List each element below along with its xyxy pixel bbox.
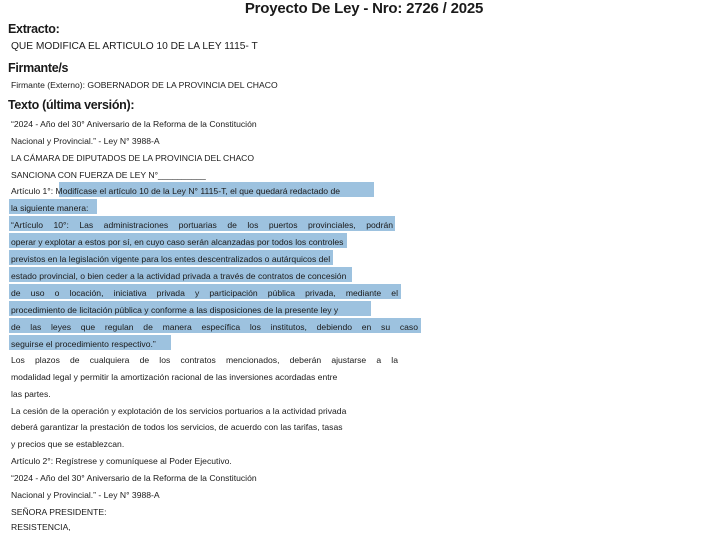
text-line: SANCIONA CON FUERZA DE LEY N°__________ bbox=[11, 170, 206, 180]
text-line: “2024 - Año del 30° Aniversario de la Reforma de la Constitución bbox=[11, 473, 257, 483]
text-line: Nacional y Provincial.” - Ley N° 3988-A bbox=[11, 136, 160, 146]
text-line: estado provincial, o bien ceder a la actividad privada a través de contratos de concesión bbox=[11, 271, 347, 281]
text-line: la siguiente manera: bbox=[11, 203, 89, 213]
text-line: “2024 - Año del 30° Aniversario de la Reforma de la Constitución bbox=[11, 119, 257, 129]
text-line: “Artículo 10°: Las administraciones portuarias de los puertos provinciales, podrán bbox=[11, 220, 393, 230]
text-line: previstos en la legislación vigente para los entes descentralizados o autárquicos del bbox=[11, 254, 331, 264]
text-line: LA CÁMARA DE DIPUTADOS DE LA PROVINCIA DEL CHACO bbox=[11, 153, 255, 163]
texto-heading: Texto (última versión): bbox=[8, 98, 135, 112]
text-line: RESISTENCIA, bbox=[11, 522, 71, 532]
text-line: La cesión de la operación y explotación de los servicios portuarios a la actividad privada bbox=[11, 406, 347, 416]
firmante-heading: Firmante/s bbox=[8, 61, 69, 75]
extracto-text: QUE MODIFICA EL ARTICULO 10 DE LA LEY 1115- T bbox=[11, 41, 258, 52]
text-line: las partes. bbox=[11, 389, 51, 399]
document-title: Proyecto De Ley - Nro: 2726 / 2025 bbox=[244, 0, 484, 17]
text-line: Artículo 2°: Regístrese y comuníquese al Poder Ejecutivo. bbox=[11, 456, 232, 466]
text-line: Los plazos de cualquiera de los contratos mencionados, deberán ajustarse a la bbox=[11, 355, 398, 365]
articulo-1-text: Modifícase el artículo 10 de la Ley N° 1115-T, el que quedará redactado de bbox=[55, 186, 341, 196]
firmante-text: Firmante (Externo): GOBERNADOR DE LA PROVINCIA DEL CHACO bbox=[11, 80, 278, 90]
extracto-heading: Extracto: bbox=[8, 22, 60, 36]
text-line: SEÑORA PRESIDENTE: bbox=[11, 507, 107, 517]
text-line: deberá garantizar la prestación de todos los servicios, de acuerdo con las tarifas, tasas bbox=[11, 422, 343, 432]
text-line: Nacional y Provincial.” - Ley N° 3988-A bbox=[11, 490, 160, 500]
text-line: y precios que se establezcan. bbox=[11, 439, 125, 449]
text-line: seguirse el procedimiento respectivo.” bbox=[11, 339, 156, 349]
text-line: procedimiento de licitación pública y conforme a las disposiciones de la presente ley y bbox=[11, 305, 339, 315]
text-line: operar y explotar a estos por sí, en cuyo caso serán alcanzadas por todos los controles bbox=[11, 237, 344, 247]
articulo-1-label: Artículo 1°: bbox=[11, 186, 54, 196]
text-line: modalidad legal y permitir la amortización racional de las inversiones acordadas entre bbox=[11, 372, 338, 382]
text-line bbox=[11, 185, 340, 197]
text-line: de uso o locación, iniciativa privada y participación pública privada, mediante el bbox=[11, 288, 398, 298]
text-line: de las leyes que regulan de manera específica los institutos, debiendo en su caso bbox=[11, 322, 418, 332]
